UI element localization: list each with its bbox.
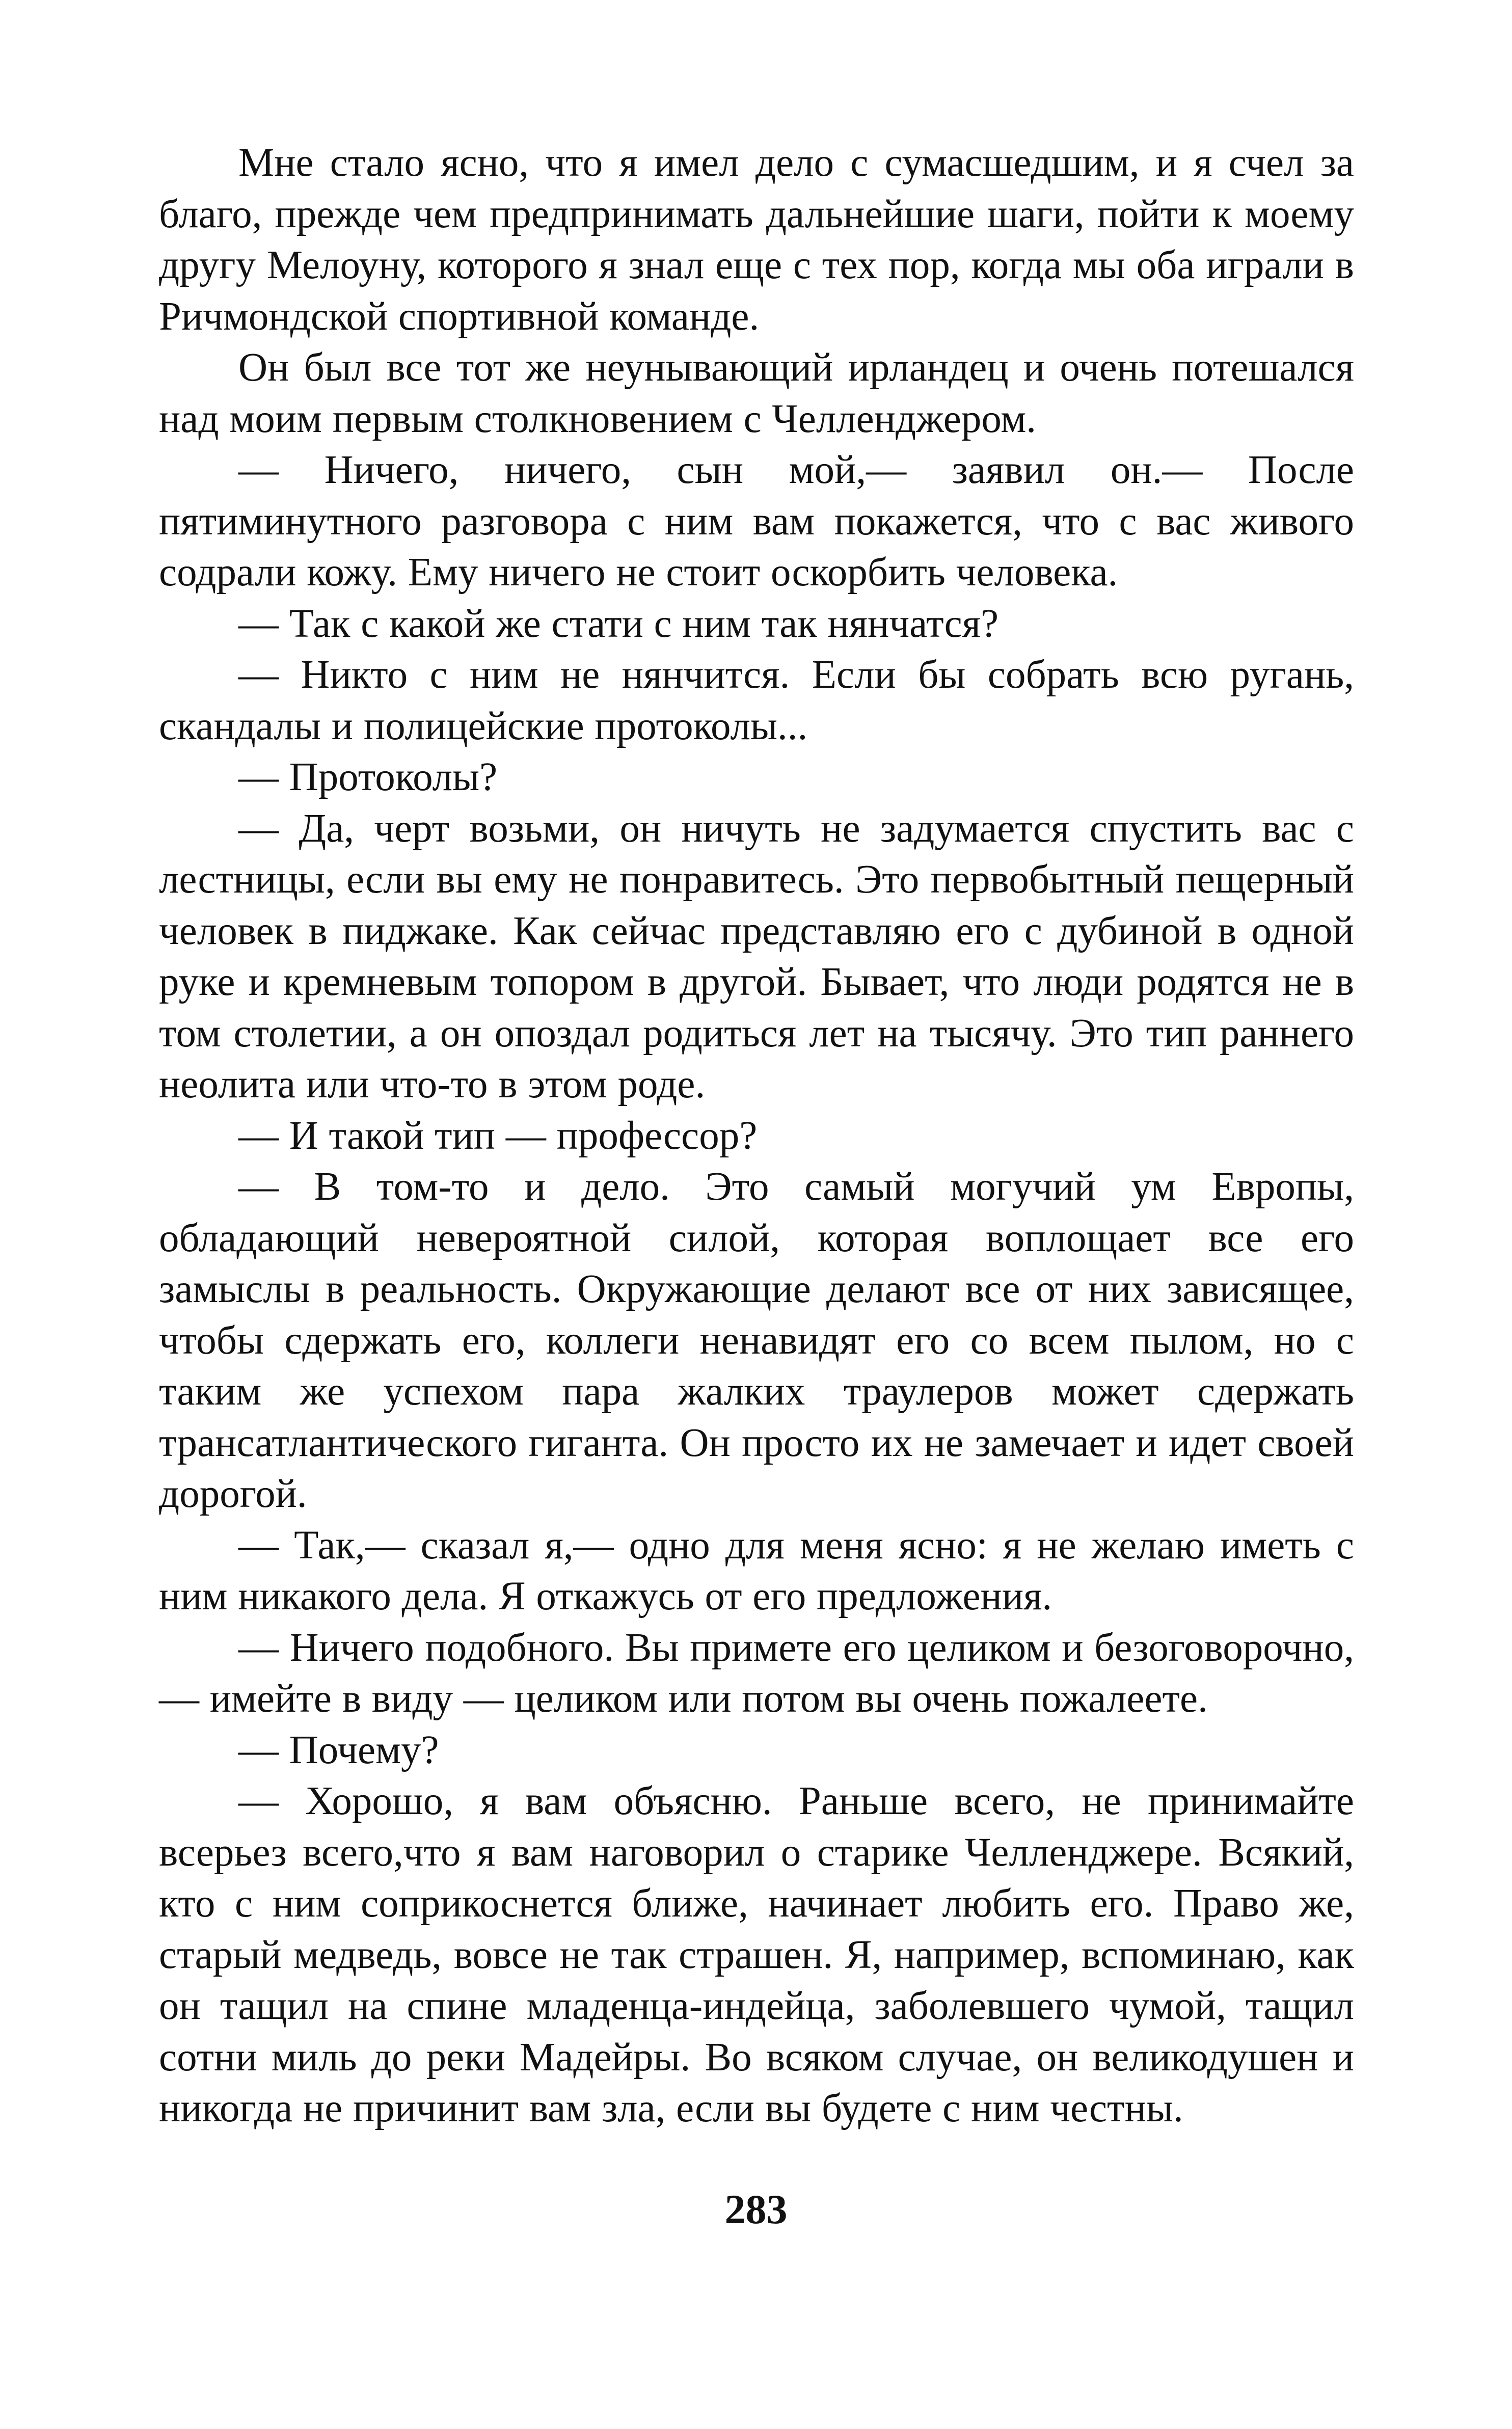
page-number: 283 (724, 2186, 788, 2232)
paragraph-11: — Ничего подобного. Вы примете его целиком и безоговорочно,— имейте в виду — целиком или потом вы очень пожалеете. (159, 1625, 1354, 1721)
paragraph-10: — Так,— сказал я,— одно для меня ясно: я не желаю иметь с ним никакого дела. Я откажусь от его предложения. (159, 1523, 1354, 1618)
paragraph-1: Мне стало ясно, что я имел дело с сумасшедшим, и я счел за благо, прежде чем предпринимать дальнейшие шаги, пойти к моему другу Мелоуну, которого я знал еще с тех пор, когда мы оба играли в Ричмондской спортивной команде. (159, 141, 1354, 339)
body-text (159, 138, 1354, 2135)
paragraph-5: — Никто с ним не нянчится. Если бы собрать всю ругань, скандалы и полицейские протоколы... (159, 653, 1354, 748)
paragraph-12: — Почему? (238, 1728, 439, 1772)
paragraph-4: — Так с какой же стати с ним так нянчатся? (238, 601, 999, 646)
paragraph-8: — И такой тип — профессор? (238, 1113, 758, 1158)
paragraph-9: — В том-то и дело. Это самый могучий ум Европы, обладающий невероятной силой, которая воплощает все его замыслы в реальность. Окружающие делают все от них зависящее, чтобы сдержать его, коллеги ненавидят его со всем пылом, но с таким же успехом пара жалких траулеров может сдержать трансатлантического гиганта. Он просто их не замечает и идет своей дорогой. (159, 1165, 1354, 1516)
paragraph-6: — Протоколы? (238, 755, 498, 799)
paragraph-2: Он был все тот же неунывающий ирландец и очень потешался над моим первым столкновением с Челленджером. (159, 345, 1354, 441)
paragraph-13: — Хорошо, я вам объясню. Раньше всего, не принимайте всерьез всего,что я вам наговорил о старике Челленджере. Всякий, кто с ним соприкоснется ближе, начинает любить его. Право же, старый медведь, вовсе не так страшен. Я, например, вспоминаю, как он тащил на спине младенца-индейца, заболевшего чумой, тащил сотни миль до реки Мадейры. Во всяком случае, он великодушен и никогда не причинит вам зла, если вы будете с ним честны. (159, 1779, 1354, 2130)
paragraph-7: — Да, черт возьми, он ничуть не задумается спустить вас с лестницы, если вы ему не понравитесь. Это первобытный пещерный человек в пиджаке. Как сейчас представляю его с дубиной в одной руке и кремневым топором в другой. Бывает, что люди родятся не в том столетии, а он опоздал родиться лет на тысячу. Это тип раннего неолита или что-то в этом роде. (159, 806, 1354, 1106)
paragraph-3: — Ничего, ничего, сын мой,— заявил он.— После пятиминутного разговора с ним вам покажется, что с вас живого содрали кожу. Ему ничего не стоит оскорбить человека. (159, 448, 1354, 595)
